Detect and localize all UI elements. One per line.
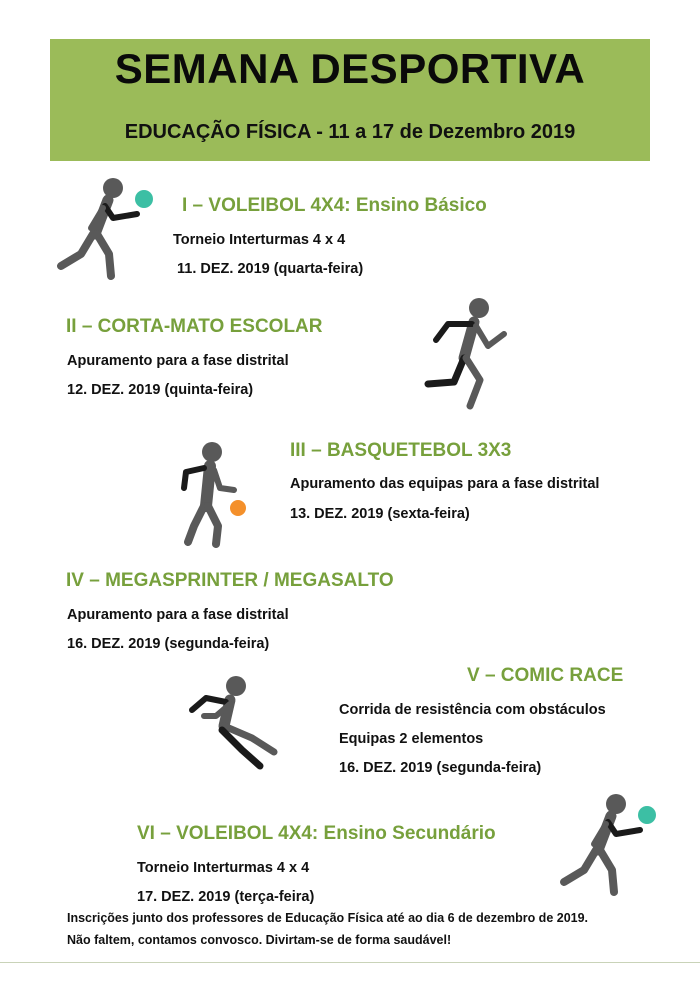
- volleyball-player-icon: [558, 790, 658, 896]
- event-4-line-1: Apuramento para a fase distrital: [67, 607, 289, 623]
- footer-closing-note: Não faltem, contamos convosco. Divirtam-se de forma saudável!: [67, 933, 452, 947]
- event-2-line-1: Apuramento para a fase distrital: [67, 353, 289, 369]
- event-4-line-2: 16. DEZ. 2019 (segunda-feira): [67, 636, 270, 652]
- runner-icon: [424, 296, 516, 410]
- page-subtitle: EDUCAÇÃO FÍSICA - 11 a 17 de Dezembro 2019: [124, 121, 576, 143]
- basketball-player-icon: [176, 440, 252, 548]
- event-3-heading: III – BASQUETEBOL 3X3: [290, 440, 512, 461]
- event-3-line-1: Apuramento das equipas para a fase distrital: [290, 476, 600, 492]
- event-6-heading: VI – VOLEIBOL 4X4: Ensino Secundário: [137, 823, 496, 844]
- event-4-heading: IV – MEGASPRINTER / MEGASALTO: [66, 570, 394, 591]
- event-3-line-2: 13. DEZ. 2019 (sexta-feira): [290, 506, 470, 522]
- event-2-line-2: 12. DEZ. 2019 (quinta-feira): [67, 382, 254, 398]
- volleyball-player-icon: [55, 176, 155, 282]
- long-jumper-icon: [186, 672, 282, 772]
- event-5-line-2: Equipas 2 elementos: [339, 731, 484, 747]
- event-1-line-1: Torneio Interturmas 4 x 4: [173, 232, 346, 248]
- event-2-heading: II – CORTA-MATO ESCOLAR: [66, 316, 323, 337]
- page-title: SEMANA DESPORTIVA: [114, 45, 586, 92]
- event-1-heading: I – VOLEIBOL 4X4: Ensino Básico: [182, 195, 487, 216]
- event-6-line-1: Torneio Interturmas 4 x 4: [137, 860, 310, 876]
- event-1-line-2: 11. DEZ. 2019 (quarta-feira): [177, 261, 364, 277]
- footer-registration-note: Inscrições junto dos professores de Educação Física até ao dia 6 de dezembro de 2019.: [67, 911, 589, 925]
- divider: [0, 962, 700, 963]
- event-5-line-3: 16. DEZ. 2019 (segunda-feira): [339, 760, 542, 776]
- title-banner: [50, 39, 650, 161]
- event-6-line-2: 17. DEZ. 2019 (terça-feira): [137, 889, 315, 905]
- event-5-line-1: Corrida de resistência com obstáculos: [339, 702, 606, 718]
- event-5-heading: V – COMIC RACE: [467, 665, 624, 686]
